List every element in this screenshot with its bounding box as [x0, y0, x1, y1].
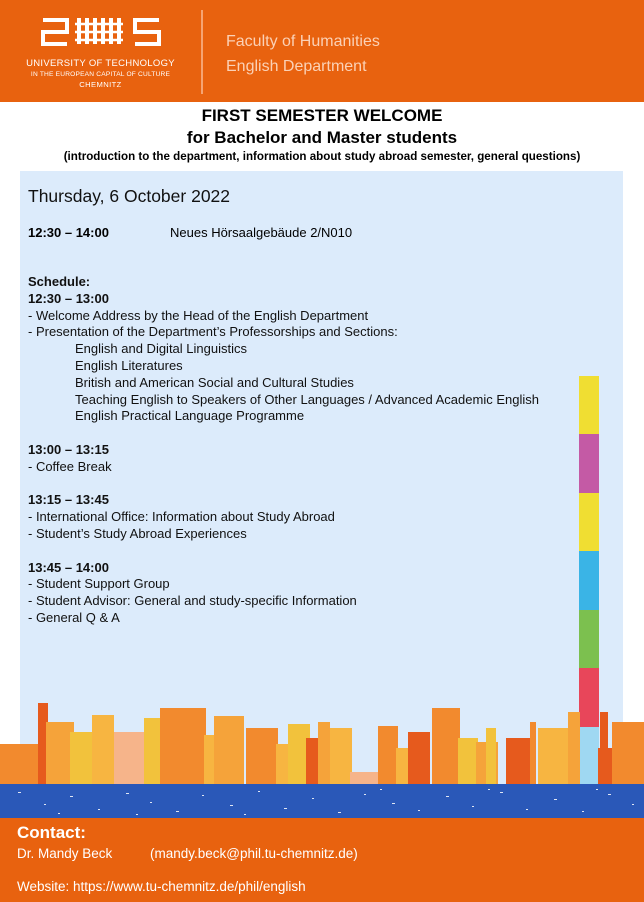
university-logo — [18, 12, 183, 98]
schedule-heading: Schedule: — [28, 274, 91, 289]
schedule-item: - Student Advisor: General and study-specific Information — [28, 593, 357, 609]
website-link[interactable]: Website: https://www.tu-chemnitz.de/phil/english — [17, 879, 306, 894]
faculty-name: Faculty of Humanities — [226, 33, 380, 50]
section-item: English Practical Language Programme — [75, 408, 305, 424]
schedule-item: - Welcome Address by the Head of the English Department — [28, 307, 369, 323]
section-item: English Literatures — [75, 357, 183, 373]
university-name-line2: IN THE EUROPEAN CAPITAL OF CULTURE — [30, 71, 171, 78]
event-time-location — [28, 225, 352, 240]
header-banner — [0, 0, 644, 102]
schedule-item: - General Q & A — [28, 609, 120, 625]
event-location: Neues Hörsaalgebäude 2/N010 — [170, 225, 353, 240]
page-subtitle: for Bachelor and Master students — [186, 128, 458, 147]
schedule-item: - International Office: Information about Study Abroad — [28, 509, 335, 525]
schedule — [28, 274, 588, 627]
university-name-line3: CHEMNITZ — [79, 80, 122, 89]
page-description: (introduction to the department, information about study abroad semester, general questions) — [63, 150, 581, 163]
page-title: FIRST SEMESTER WELCOME — [201, 106, 443, 125]
schedule-item: - Coffee Break — [28, 458, 112, 474]
river-band — [0, 784, 644, 818]
event-time: 12:30 – 14:00 — [28, 225, 109, 240]
schedule-time-1: 12:30 – 13:00 — [28, 290, 109, 306]
schedule-item: - Presentation of the Department’s Professorships and Sections: — [28, 324, 398, 340]
department-name: English Department — [226, 58, 367, 75]
schedule-time-2: 13:00 – 13:15 — [28, 441, 109, 457]
university-name-line1: UNIVERSITY OF TECHNOLOGY — [26, 58, 175, 69]
schedule-item: - Student’s Study Abroad Experiences — [28, 525, 247, 541]
section-item: British and American Social and Cultural Studies — [75, 374, 354, 390]
event-date: Thursday, 6 October 2022 — [28, 186, 231, 206]
contact-email-link[interactable]: (mandy.beck@phil.tu-chemnitz.de) — [150, 846, 358, 861]
section-item: Teaching English to Speakers of Other Languages / Advanced Academic English — [75, 391, 539, 407]
section-item: English and Digital Linguistics — [75, 341, 247, 357]
river-sparkles-icon — [0, 784, 644, 818]
contact-footer — [0, 818, 644, 902]
faculty-block — [226, 29, 380, 79]
contact-heading: Contact: — [17, 823, 86, 842]
title-block — [0, 105, 644, 165]
tu-chemnitz-logo-icon — [37, 12, 165, 52]
contact-name: Dr. Mandy Beck — [17, 846, 113, 861]
header-divider — [201, 10, 203, 94]
schedule-item: - Student Support Group — [28, 576, 170, 592]
schedule-time-3: 13:15 – 13:45 — [28, 492, 109, 508]
schedule-time-4: 13:45 – 14:00 — [28, 559, 109, 575]
